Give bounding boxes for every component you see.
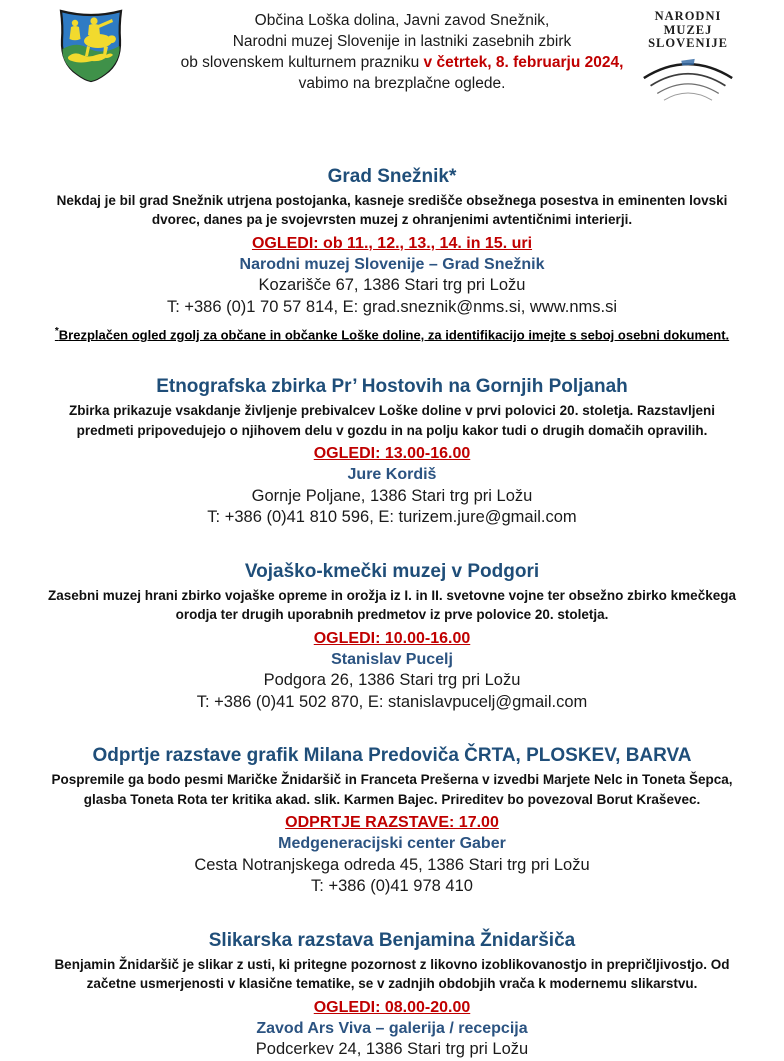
event-section xyxy=(40,559,744,714)
event-address: Cesta Notranjskega odreda 45, 1386 Stari trg pri Ložu xyxy=(194,855,590,874)
national-museum-logo xyxy=(636,6,740,112)
event-venue: Jure Kordiš xyxy=(347,466,437,484)
event-title: Odprtje razstave grafik Milana Predoviča ČRTA, PLOSKEV, BARVA xyxy=(92,745,692,767)
event-address: Kozarišče 67, 1386 Stari trg pri Ložu xyxy=(258,276,526,294)
event-address: Podgora 26, 1386 Stari trg pri Ložu xyxy=(263,671,521,690)
event-section xyxy=(40,928,744,1061)
invitation-line4: vabimo na brezplačne oglede. xyxy=(298,75,506,92)
event-date-highlight: v četrtek, 8. februarju 2024, xyxy=(423,54,624,71)
event-venue: Stanislav Pucelj xyxy=(331,650,453,668)
event-title: Vojaško-kmečki muzej v Podgori xyxy=(244,560,540,582)
event-venue: Zavod Ars Viva – galerija / recepcija xyxy=(256,1019,528,1037)
event-description: Benjamin Žnidaršič je slikar z usti, ki pritegne pozornost z likovno izoblikovanostjo in prepričljivostjo. Od začetne usmerjenosti v klasične tematike, se v zadnjih obdobjih vrača k modernemu slikarstvu. xyxy=(54,956,730,992)
nms-logo-line1: NARODNI xyxy=(654,9,722,23)
event-description: Pospremile ga bodo pesmi Maričke Žnidaršič in Franceta Prešerna v izvedbi Marjete Nelc in Toneta Šepca, glasba Toneta Rota ter kritika akad. slik. Karmen Bajec. Prireditev bo povezoval Borut Kraševec. xyxy=(51,772,733,807)
municipality-logo xyxy=(58,6,168,89)
nms-arcs-icon xyxy=(640,53,736,107)
nms-logo-line2: MUZEJ xyxy=(663,22,713,37)
event-contact: T: +386 (0)1 70 57 814, E: grad.sneznik@nms.si, www.nms.si xyxy=(166,297,618,316)
event-section xyxy=(40,374,744,529)
nms-logo-line3: SLOVENIJE xyxy=(648,36,728,50)
event-address: Podcerkev 24, 1386 Stari trg pri Ložu xyxy=(255,1040,529,1059)
event-schedule: OGLEDI: 10.00-16.00 xyxy=(313,629,471,647)
invitation-line3-prefix: ob slovenskem kulturnem prazniku xyxy=(180,54,424,71)
event-footnote xyxy=(40,322,744,344)
event-schedule: OGLEDI: 13.00-16.00 xyxy=(313,445,471,463)
event-title: Grad Snežnik* xyxy=(327,165,457,187)
event-description: Zbirka prikazuje vsakdanje življenje prebivalcev Loške doline v prvi polovici 20. stoletja. Razstavljeni predmeti pripovedujejo o njihovem delu v gozdu in na polju kakor tudi o drugih domačih opravilih. xyxy=(68,403,715,438)
nms-logo-text xyxy=(636,10,740,51)
event-contact: T: +386 (0)41 978 410 xyxy=(311,877,473,896)
event-schedule: OGLEDI: ob 11., 12., 13., 14. in 15. uri xyxy=(251,234,533,252)
loska-dolina-coat-of-arms-icon xyxy=(58,8,124,84)
event-section xyxy=(40,743,744,898)
event-title: Slikarska razstava Benjamina Žnidaršiča xyxy=(208,929,576,951)
page-header xyxy=(0,0,784,112)
events-list xyxy=(0,164,784,1061)
event-schedule: OGLEDI: 08.00-20.00 xyxy=(313,998,471,1016)
event-section xyxy=(40,164,744,345)
event-address: Gornje Poljane, 1386 Stari trg pri Ložu xyxy=(251,486,533,505)
event-venue: Narodni muzej Slovenije – Grad Snežnik xyxy=(239,255,545,273)
event-schedule: ODPRTJE RAZSTAVE: 17.00 xyxy=(285,814,499,832)
event-description: Nekdaj je bil grad Snežnik utrjena postojanka, kasneje središče obsežnega posestva in eminenten lovski dvorec, danes pa je svojevrsten muzej z ohranjenimi avtentičnimi interierji. xyxy=(56,192,728,227)
footnote-asterisk: * xyxy=(54,326,59,337)
event-contact: T: +386 (0)41 810 596, E: turizem.jure@gmail.com xyxy=(207,508,577,527)
event-description: Zasebni muzej hrani zbirko vojaške opreme in orožja iz I. in II. svetovne vojne ter obsežno zbirko kmečkega orodja ter drugih uporabnih predmetov iz prve polovice 20. stoletja. xyxy=(48,587,736,623)
event-venue: Medgeneracijski center Gaber xyxy=(278,835,506,853)
event-contact: T: +386 (0)41 502 870, E: stanislavpucelj@gmail.com xyxy=(196,692,588,711)
invitation-line3 xyxy=(168,52,636,73)
invitation-text xyxy=(168,6,636,94)
invitation-line2: Narodni muzej Slovenije in lastniki zasebnih zbirk xyxy=(232,33,572,50)
event-title: Etnografska zbirka Pr’ Hostovih na Gornjih Poljanah xyxy=(156,376,628,398)
invitation-line1: Občina Loška dolina, Javni zavod Snežnik, xyxy=(254,12,550,29)
footnote-text: Brezplačen ogled zgolj za občane in občanke Loške doline, za identifikacijo imejte s seboj osebni dokument. xyxy=(58,327,730,343)
